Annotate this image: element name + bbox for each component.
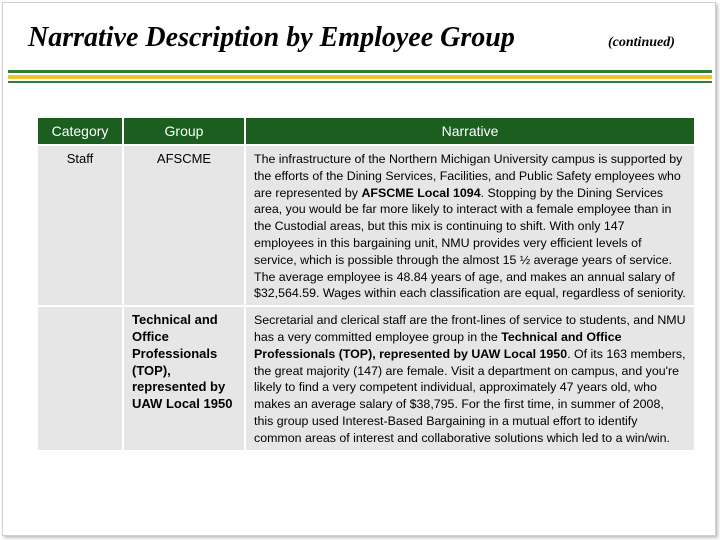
cell-category: Staff bbox=[38, 144, 122, 305]
bold-text-run: AFSCME Local 1094 bbox=[361, 185, 481, 200]
cell-category bbox=[38, 305, 122, 449]
text-run: . Stopping by the Dining Services area, you would be far more likely to interact with a female employee than in the Custodial areas, but this mix is continuing to shift. With only 147 employees in this bargaining unit, NMU provides very efficient levels of service, which is possible through the almost 15 ½ average years of service. The average employee is 48.84 years of age, and makes an annual salary of $32,564.59. Wages within each classification are equal, regardless of seniority. bbox=[254, 185, 686, 301]
cell-group: AFSCME bbox=[124, 144, 244, 305]
text-run: Secretarial and clerical staff are the front-lines of service to students, and NMU has a very committed employee group in the bbox=[254, 313, 686, 344]
table-header-row bbox=[38, 118, 694, 144]
slide-subtitle: (continued) bbox=[608, 35, 675, 50]
title-rule-green-top bbox=[8, 70, 712, 73]
cell-group: Technical and Office Professionals (TOP), represented by UAW Local 1950 bbox=[124, 305, 244, 449]
title-rule-green-bottom bbox=[8, 81, 712, 83]
header-category: Category bbox=[38, 118, 122, 144]
title-rule-gold bbox=[8, 75, 712, 79]
cell-narrative bbox=[246, 144, 694, 305]
text-run: . Of its 163 members, the great majority (147) are female. Visit a department on campus, and you're likely to find a very competent individual, approximately 47 years old, who makes an average salary of $38,795. For the first time, in summer of 2008, this group used Interest-Based Bargaining in a mutual effort to identify common areas of interest and collaborative solutions which led to a win/win. bbox=[254, 346, 686, 445]
bold-text-run: Technical and Office Professionals (TOP), represented by UAW Local 1950 bbox=[254, 329, 622, 361]
text-run: The infrastructure of the Northern Michigan University campus is supported by the efforts of the Dining Services, Facilities, and Public Safety employees who are represented by bbox=[254, 152, 683, 200]
table-row bbox=[38, 305, 694, 449]
header-group: Group bbox=[124, 118, 244, 144]
table-row bbox=[38, 144, 694, 305]
cell-narrative bbox=[246, 305, 694, 449]
header-narrative: Narrative bbox=[246, 118, 694, 144]
slide-title: Narrative Description by Employee Group bbox=[28, 22, 515, 53]
narrative-table bbox=[36, 118, 696, 450]
